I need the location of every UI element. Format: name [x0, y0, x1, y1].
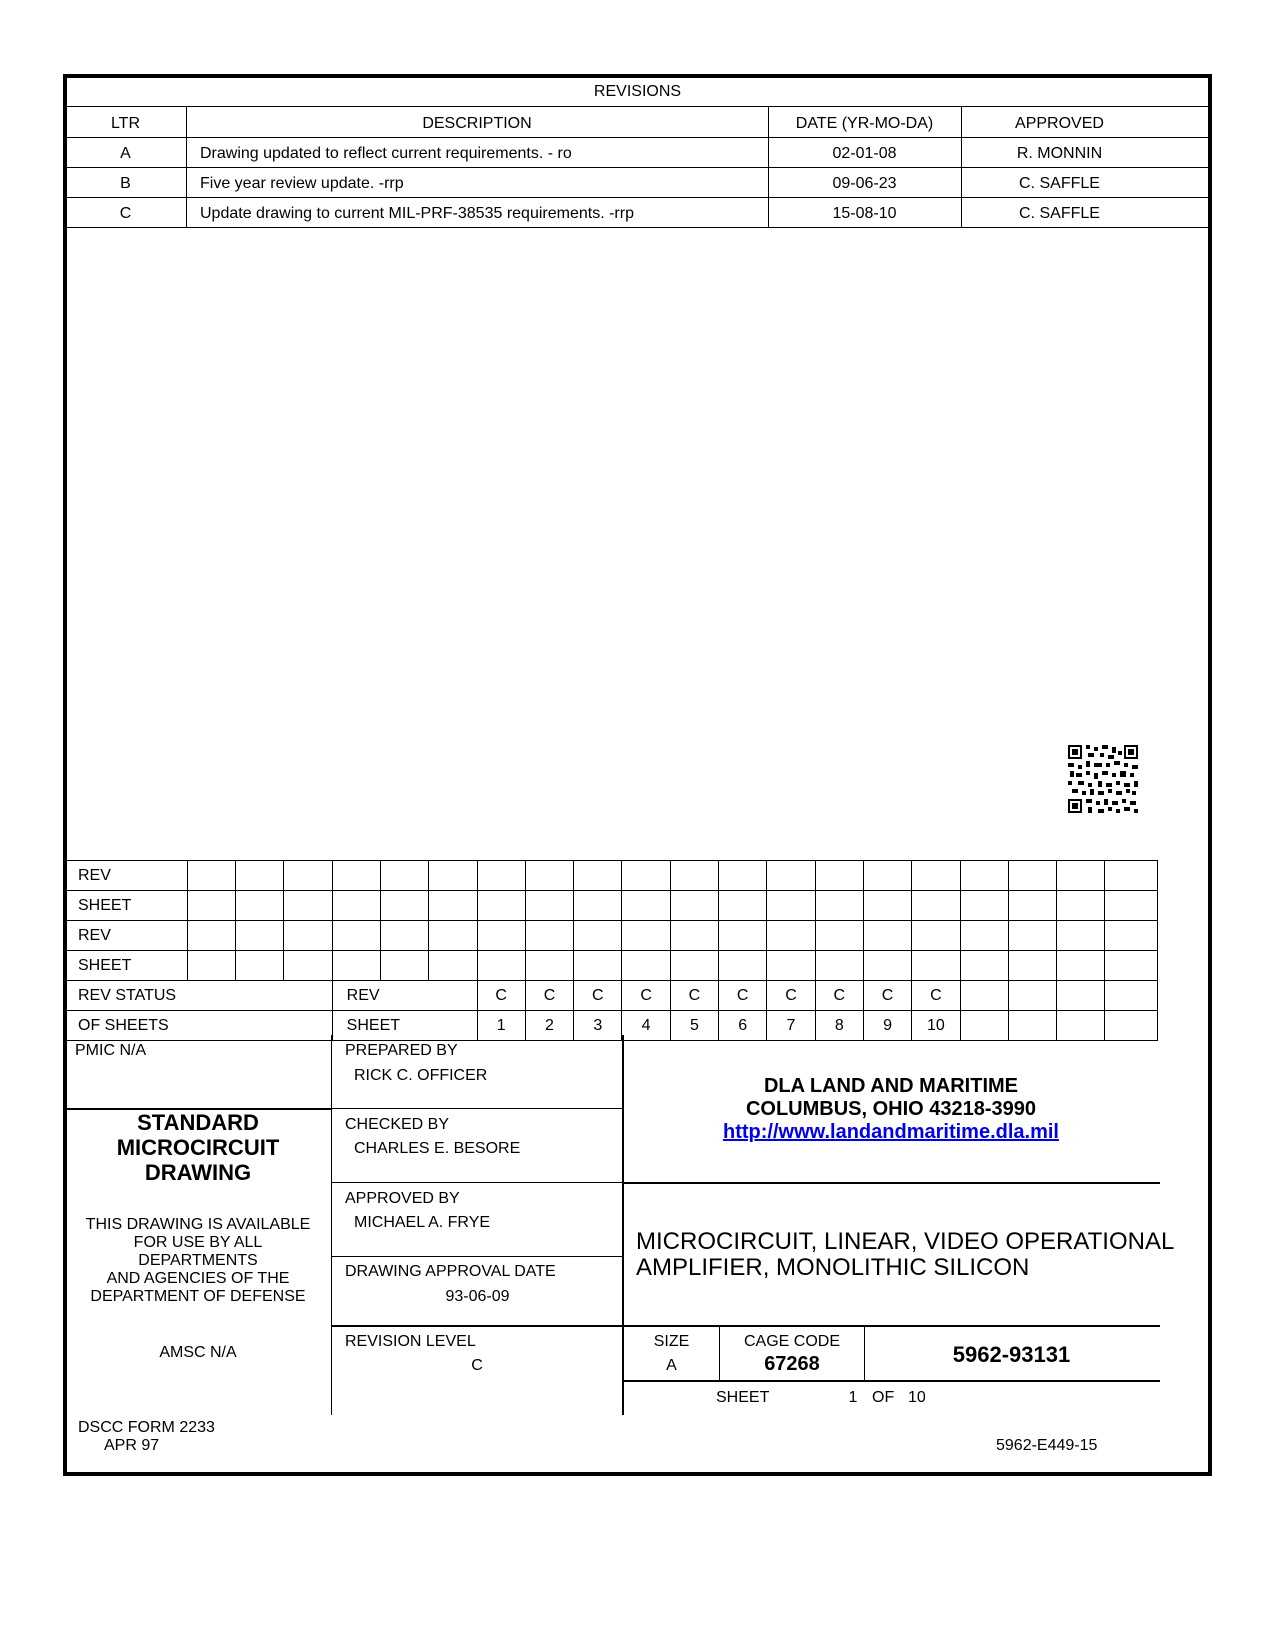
amsc-label: AMSC N/A: [159, 1344, 237, 1361]
checked-by-label: CHECKED BY: [345, 1116, 450, 1133]
cage-code-value: 67268: [764, 1353, 820, 1375]
revision-level-value: C: [471, 1357, 483, 1374]
rev-cell: C: [670, 981, 718, 1011]
sheet-cell: 10: [912, 1011, 960, 1041]
revision-description: Update drawing to current MIL-PRF-38535 requirements. -rrp: [200, 205, 634, 222]
sheet-cell: 3: [574, 1011, 622, 1041]
grid-row-label: SHEET: [64, 891, 188, 921]
revision-date: 02-01-08: [832, 145, 897, 162]
revision-date: 15-08-10: [832, 205, 897, 222]
agency-name: DLA LAND AND MARITIME: [763, 1075, 1019, 1097]
rev-cell: C: [525, 981, 573, 1011]
rev-cell: C: [477, 981, 525, 1011]
rev-status-grid: [63, 860, 1158, 1041]
rev-status-label: REV STATUS: [64, 981, 333, 1011]
col-header-ltr: LTR: [110, 115, 141, 132]
agency-url-link[interactable]: http://www.landandmaritime.dla.mil: [723, 1121, 1059, 1143]
form-date: APR 97: [104, 1437, 160, 1454]
revision-level-label: REVISION LEVEL: [345, 1333, 476, 1350]
grid-row: [64, 861, 1158, 891]
availability-line: DEPARTMENT OF DEFENSE: [90, 1288, 306, 1305]
grid-row: [64, 921, 1158, 951]
rev-cell: C: [815, 981, 863, 1011]
sheet-cell: 2: [525, 1011, 573, 1041]
of-label: OF: [872, 1389, 895, 1406]
availability-line: FOR USE BY ALL: [133, 1234, 263, 1251]
col-header-description: DESCRIPTION: [422, 115, 532, 132]
cage-code-label: CAGE CODE: [743, 1333, 840, 1350]
qr-code-icon: [1068, 745, 1138, 813]
revision-ltr: C: [119, 205, 132, 222]
revision-date: 09-06-23: [832, 175, 897, 192]
rev-cell: C: [622, 981, 670, 1011]
sheet-cell: 9: [863, 1011, 911, 1041]
rev-cell: C: [912, 981, 960, 1011]
approved-by-name: MICHAEL A. FRYE: [354, 1214, 491, 1231]
microcircuit-label: MICROCIRCUIT: [116, 1135, 280, 1160]
revision-description: Drawing updated to reflect current requirements. - ro: [200, 145, 572, 162]
prepared-by-name: RICK C. OFFICER: [354, 1067, 488, 1084]
prepared-by-label: PREPARED BY: [345, 1042, 458, 1059]
agency-address: COLUMBUS, OHIO 43218-3990: [745, 1098, 1037, 1120]
revision-description: Five year review update. -rrp: [200, 175, 404, 192]
pmic-label: PMIC N/A: [75, 1042, 147, 1059]
sheet-cell: 5: [670, 1011, 718, 1041]
approval-date-value: 93-06-09: [445, 1288, 510, 1305]
drawing-title-line1: MICROCIRCUIT, LINEAR, VIDEO OPERATIONAL: [636, 1228, 1175, 1255]
sheet-cell: 6: [719, 1011, 767, 1041]
sheet-total: 10: [908, 1389, 926, 1406]
rev-status-row: [64, 981, 1158, 1011]
sheet-cell: 8: [815, 1011, 863, 1041]
sheet-cell: 7: [767, 1011, 815, 1041]
size-value: A: [666, 1357, 677, 1374]
grid-row-label: SHEET: [64, 951, 188, 981]
rev-cell: C: [719, 981, 767, 1011]
revision-approved: C. SAFFLE: [1019, 175, 1100, 192]
document-id: 5962-E449-15: [996, 1437, 1098, 1454]
checked-by-name: CHARLES E. BESORE: [354, 1140, 521, 1157]
drawing-label: DRAWING: [144, 1160, 252, 1185]
grid-row-label: REV: [64, 861, 188, 891]
revision-ltr: B: [120, 175, 131, 192]
availability-line: THIS DRAWING IS AVAILABLE: [85, 1216, 311, 1233]
revisions-title: REVISIONS: [593, 83, 682, 100]
rev-cell: C: [574, 981, 622, 1011]
grid-row: [64, 891, 1158, 921]
approved-by-label: APPROVED BY: [345, 1190, 460, 1207]
approval-date-label: DRAWING APPROVAL DATE: [345, 1263, 556, 1280]
rev-cell: C: [767, 981, 815, 1011]
availability-line: AND AGENCIES OF THE: [106, 1270, 290, 1287]
drawing-title-line2: AMPLIFIER, MONOLITHIC SILICON: [636, 1254, 1030, 1281]
drawing-number: 5962-93131: [952, 1342, 1071, 1367]
rev-label: REV: [332, 981, 477, 1011]
form-number: DSCC FORM 2233: [78, 1419, 215, 1436]
grid-row-label: REV: [64, 921, 188, 951]
revision-ltr: A: [120, 145, 131, 162]
grid-row: [64, 951, 1158, 981]
rev-cell: C: [863, 981, 911, 1011]
sheet-cell: 1: [477, 1011, 525, 1041]
revision-approved: C. SAFFLE: [1019, 205, 1100, 222]
sheet-label: SHEET: [332, 1011, 477, 1041]
revision-approved: R. MONNIN: [1016, 145, 1103, 162]
sheet-cell: 4: [622, 1011, 670, 1041]
sheet-label: SHEET: [716, 1389, 770, 1406]
sheet-number: 1: [848, 1389, 858, 1406]
of-sheets-label: OF SHEETS: [64, 1011, 333, 1041]
col-header-date: DATE (YR-MO-DA): [795, 115, 934, 132]
standard-label: STANDARD: [137, 1110, 259, 1135]
availability-line: DEPARTMENTS: [138, 1252, 258, 1269]
size-label: SIZE: [653, 1333, 690, 1350]
col-header-approved: APPROVED: [1015, 115, 1104, 132]
of-sheets-row: [64, 1011, 1158, 1041]
